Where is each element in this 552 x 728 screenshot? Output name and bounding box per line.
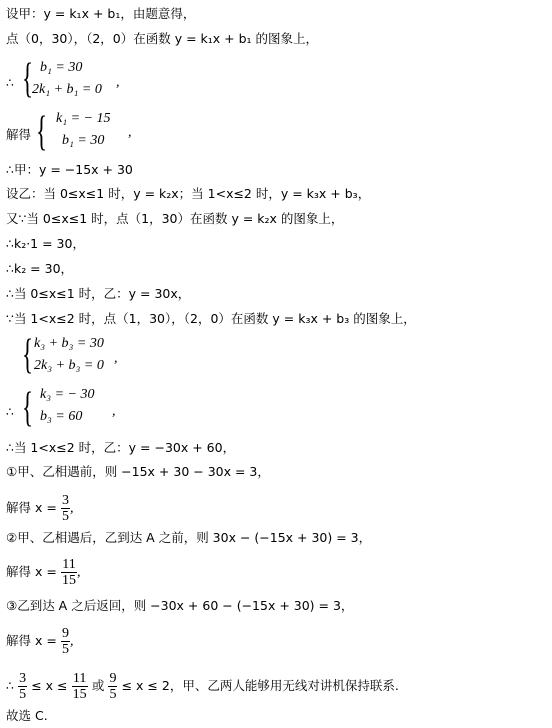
brace: { xyxy=(36,109,48,155)
line-set-yi: 设乙：当 0≤x≤1 时，y = k₂x；当 1<x≤2 时，y = k₃x + b₃， xyxy=(6,186,371,201)
line-case-2: ②甲、乙相遇后，乙到达 A 之前，则 30x − (−15x + 30) = 3， xyxy=(6,530,372,545)
brace: { xyxy=(22,385,34,431)
line-answer: 故选 C. xyxy=(6,708,48,723)
brace: { xyxy=(22,332,34,378)
line-points-yi: ∵当 1<x≤2 时，点（1，30），（2，0）在函数 y = k₃x + b₃ 的图象上， xyxy=(6,311,416,326)
line-solution-3: 解得 x = $\frac{9}{5}$ , xyxy=(6,626,74,657)
line-set-jia: 设甲：y = k₁x + b₁，由题意得， xyxy=(6,6,196,21)
fraction: $\frac{3}{5}$ xyxy=(61,493,69,524)
fraction: $\frac{11}{15}$ xyxy=(72,671,87,702)
line-k2-eq: ∴k₂·1 = 30， xyxy=(6,236,85,251)
fraction: $\frac{3}{5}$ xyxy=(19,671,27,702)
brace: { xyxy=(22,56,34,102)
line-solution-1: 解得 x = $\frac{3}{5}$ , xyxy=(6,493,74,524)
line-k2-value: ∴k₂ = 30， xyxy=(6,261,74,276)
fraction: $\frac{9}{5}$ xyxy=(61,626,69,657)
line-solution-2: 解得 x = $\frac{11}{15}$ , xyxy=(6,557,81,588)
line-case-1: ①甲、乙相遇前，则 −15x + 30 − 30x = 3， xyxy=(6,464,270,479)
line-conclusion: ∴ $\frac{3}{5}$ ≤ x ≤ $\frac{11}{15}$ 或 $\frac{9}{5}$ ≤ x ≤ 2，甲、乙两人能够用无线对讲机保持联系. xyxy=(6,671,399,702)
line-yi-second: ∴当 1<x≤2 时，乙：y = −30x + 60， xyxy=(6,440,236,455)
line-case-3: ③乙到达 A 之后返回，则 −30x + 60 − (−15x + 30) = 3， xyxy=(6,598,354,613)
line-jia-result: ∴甲：y = −15x + 30 xyxy=(6,162,133,177)
fraction: $\frac{11}{15}$ xyxy=(61,557,76,588)
line-point-yi: 又∵当 0≤x≤1 时，点（1，30）在函数 y = k₂x 的图象上， xyxy=(6,211,344,226)
fraction: $\frac{9}{5}$ xyxy=(109,671,117,702)
line-yi-first: ∴当 0≤x≤1 时，乙：y = 30x， xyxy=(6,286,191,301)
line-points-jia: 点（0，30），（2，0）在函数 y = k₁x + b₁ 的图象上， xyxy=(6,31,319,46)
